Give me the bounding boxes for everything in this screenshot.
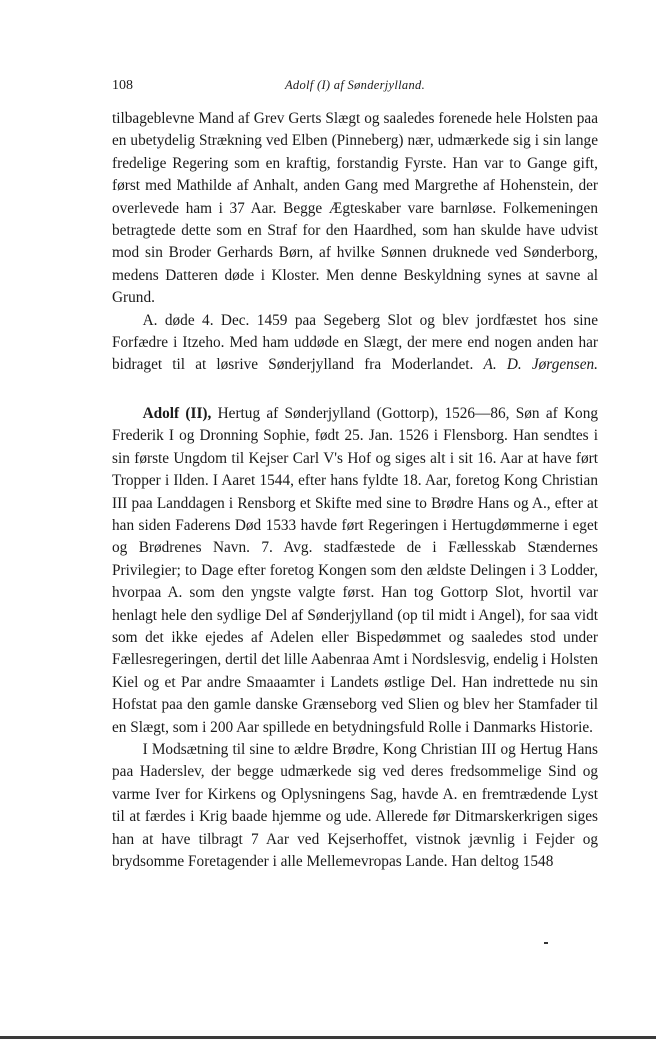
- paragraph-entry1-continued: tilbageblevne Mand af Grev Gerts Slægt og saaledes forenede hele Holsten paa en ubetydelig Strækning ved Elben (Pinneberg) nær, udmærkede sig i sin lange fredelige Regering som en kraftig, forstandig Fyrste. Han var to Gange gift, først med Mathilde af Anhalt, anden Gang med Margrethe af Hohenstein, der overlevede ham i 37 Aar. Begge Ægteskaber vare barnløse. Folkemeningen betragtede dette som en Straf for den Haardhed, som han skulde have udvist mod sin Broder Gerhards Børn, af hvilke Sønnen druknede ved Sønderborg, medens Datteren døde i Kloster. Men denne Beskyldning synes at savne al Grund.: [112, 110, 598, 307]
- paragraph-entry1-death: [112, 310, 598, 377]
- entry-heading: Adolf (II),: [142, 404, 212, 422]
- running-head: Adolf (I) af Sønderjylland.: [284, 78, 426, 92]
- paragraph-text: Hertug af Sønderjylland (Gottorp), 1526—86, Søn af Kong Frederik I og Dronning Sophie, født 25. Jan. 1526 i Flensborg. Han sendtes i sin første Ungdom til Kejser Carl V's Hof og siges alt i sit 16. Aar at have ført Tropper i Ilden. I Aaret 1544, efter hans fyldte 18. Aar, foretog Kong Christian III paa Landdagen i Rensborg et Skifte med sine to Brødre Hans og A., efter at han siden Faderens Død 1533 havde ført Regeringen i Hertugdømmerne i eget og Brødrenes Navn. 7. Avg. stadfæstede de i Fællesskab Stændernes Privilegier; to Dage efter foretog Kongen som den ældste Delingen i 3 Lodder, hvorpaa A. som den yngste valgte først. Han tog Gottorp Slot, hvortil var henlagt hele den sydlige Del af Sønderjylland (op til midt i Angel), for saa vidt som det ikke ejedes af Adelen eller Bispedømmet og saaledes stod under Fællesregeringen, dertil det lille Aabenraa Amt i Nordslesvig, endelig i Holsten Kiel og et Par andre Smaaamter i Landets østlige Del. Han indrettede nu sin Hofstat paa den gamle danske Grænseborg ved Slien og blev her Stamfader til en Slægt, som i 200 Aar spillede en betydningsfuld Rolle i Danmarks Historie.: [112, 404, 598, 736]
- book-page: [112, 78, 598, 873]
- catchword-mark: [544, 942, 548, 944]
- page-number: 108: [112, 78, 133, 93]
- page-header: [112, 78, 598, 98]
- paragraph-entry2-intro: [112, 403, 598, 739]
- paragraph-entry2-character: I Modsætning til sine to ældre Brødre, Kong Christian III og Hertug Hans paa Haderslev, der begge udmærkede sig ved deres fredsommelige Sind og varme Iver for Kirkens og Oplysningens Sag, havde A. en fremtrædende Lyst til at færdes i Krig baade hjemme og ude. Allerede før Ditmarskerkrigen siges han at have tilbragt 7 Aar ved Kejserhoffet, vistnok jævnlig i Fejder og brydsomme Foretagender i alle Mellemevropas Lande. Han deltog 1548: [112, 740, 598, 870]
- author-signature: A. D. Jørgensen.: [483, 356, 598, 374]
- entry-separator: [112, 377, 598, 403]
- scan-edge-rule: [0, 1036, 656, 1039]
- body-text: [112, 108, 598, 873]
- paragraph-text: A. døde 4. Dec. 1459 paa Segeberg Slot og blev jordfæstet hos sine Forfædre i Itzeho. Med ham uddøde en Slægt, der mere end nogen anden har bidraget til at løsrive Sønderjylland fra Moderlandet.: [112, 311, 598, 374]
